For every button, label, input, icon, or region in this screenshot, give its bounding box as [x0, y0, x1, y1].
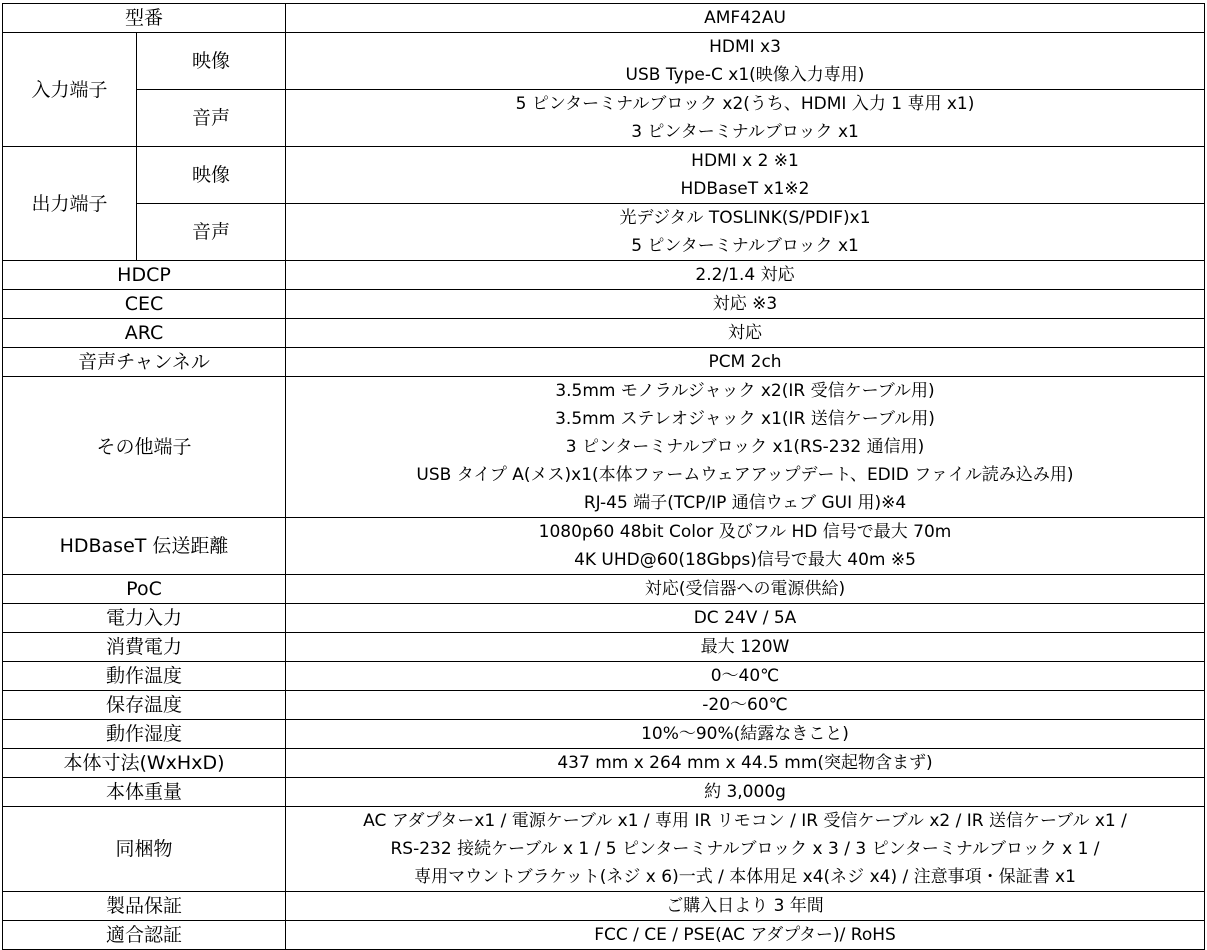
row-operating-humidity — [3, 720, 1205, 749]
row-audio-channel — [3, 348, 1205, 377]
row-value: 10%～90%(結露なきこと) — [286, 720, 1205, 749]
row-label: 同梱物 — [3, 807, 286, 892]
row-value: 最大 120W — [286, 633, 1205, 662]
row-value: 3.5mm モノラルジャック x2(IR 受信ケーブル用) 3.5mm ステレオジャック x1(IR 送信ケーブル用) 3 ピンターミナルブロック x1(RS-232 通信用) USB タイプ A(メス)x1(本体ファームウェアアップデート、EDID ファイル読み込み用) RJ-45 端子(TCP/IP 通信ウェブ GUI 用)※4 — [286, 377, 1205, 518]
row-label: CEC — [3, 290, 286, 319]
row-label: 出力端子 — [3, 147, 137, 261]
row-label: 本体寸法(WxHxD) — [3, 749, 286, 778]
row-weight — [3, 778, 1205, 807]
row-value: PCM 2ch — [286, 348, 1205, 377]
row-poc — [3, 575, 1205, 604]
row-value: 1080p60 48bit Color 及びフル HD 信号で最大 70m 4K UHD@60(18Gbps)信号で最大 40m ※5 — [286, 518, 1205, 575]
row-value: 437 mm x 264 mm x 44.5 mm(突起物含まず) — [286, 749, 1205, 778]
row-input-video — [3, 33, 1205, 90]
row-hdbaset-distance — [3, 518, 1205, 575]
row-label: 音声チャンネル — [3, 348, 286, 377]
row-value: 対応 — [286, 319, 1205, 348]
row-sublabel: 音声 — [137, 204, 286, 261]
row-warranty — [3, 892, 1205, 921]
row-value: AC アダプターx1 / 電源ケーブル x1 / 専用 IR リモコン / IR 受信ケーブル x2 / IR 送信ケーブル x1 / RS-232 接続ケーブル x 1 / 5 ピンターミナルブロック x 3 / 3 ピンターミナルブロック x 1 / 専用マウントブラケット(ネジ x 6)一式 / 本体用足 x4(ネジ x4) / 注意事項・保証書 x1 — [286, 807, 1205, 892]
row-value: 光デジタル TOSLINK(S/PDIF)x1 5 ピンターミナルブロック x1 — [286, 204, 1205, 261]
row-package-contents — [3, 807, 1205, 892]
row-other-ports — [3, 377, 1205, 518]
row-label: 本体重量 — [3, 778, 286, 807]
row-sublabel: 映像 — [137, 147, 286, 204]
row-sublabel: 映像 — [137, 33, 286, 90]
row-value: 5 ピンターミナルブロック x2(うち、HDMI 入力 1 専用 x1) 3 ピンターミナルブロック x1 — [286, 90, 1205, 147]
row-label: 入力端子 — [3, 33, 137, 147]
row-value: AMF42AU — [286, 4, 1205, 33]
row-sublabel: 音声 — [137, 90, 286, 147]
row-label: ARC — [3, 319, 286, 348]
row-certifications — [3, 921, 1205, 950]
row-arc — [3, 319, 1205, 348]
row-value: 0～40℃ — [286, 662, 1205, 691]
row-value: ご購入日より 3 年間 — [286, 892, 1205, 921]
row-value: HDMI x3 USB Type-C x1(映像入力専用) — [286, 33, 1205, 90]
row-dimensions — [3, 749, 1205, 778]
row-label: 保存温度 — [3, 691, 286, 720]
row-label: HDBaseT 伝送距離 — [3, 518, 286, 575]
row-label: HDCP — [3, 261, 286, 290]
row-input-audio — [3, 90, 1205, 147]
row-label: 動作湿度 — [3, 720, 286, 749]
row-value: 2.2/1.4 対応 — [286, 261, 1205, 290]
row-value: 約 3,000g — [286, 778, 1205, 807]
row-label: 適合認証 — [3, 921, 286, 950]
row-label: 消費電力 — [3, 633, 286, 662]
row-value: 対応 ※3 — [286, 290, 1205, 319]
row-value: -20～60℃ — [286, 691, 1205, 720]
row-operating-temp — [3, 662, 1205, 691]
row-storage-temp — [3, 691, 1205, 720]
row-value: HDMI x 2 ※1 HDBaseT x1※2 — [286, 147, 1205, 204]
row-hdcp — [3, 261, 1205, 290]
row-value: DC 24V / 5A — [286, 604, 1205, 633]
spec-table — [2, 3, 1205, 950]
row-label: その他端子 — [3, 377, 286, 518]
row-output-audio — [3, 204, 1205, 261]
row-value: 対応(受信器への電源供給) — [286, 575, 1205, 604]
row-label: 電力入力 — [3, 604, 286, 633]
row-label: 製品保証 — [3, 892, 286, 921]
row-label: 型番 — [3, 4, 286, 33]
row-output-video — [3, 147, 1205, 204]
row-power-input — [3, 604, 1205, 633]
row-value: FCC / CE / PSE(AC アダプター)/ RoHS — [286, 921, 1205, 950]
row-model — [3, 4, 1205, 33]
row-power-consumption — [3, 633, 1205, 662]
row-label: PoC — [3, 575, 286, 604]
row-cec — [3, 290, 1205, 319]
row-label: 動作温度 — [3, 662, 286, 691]
